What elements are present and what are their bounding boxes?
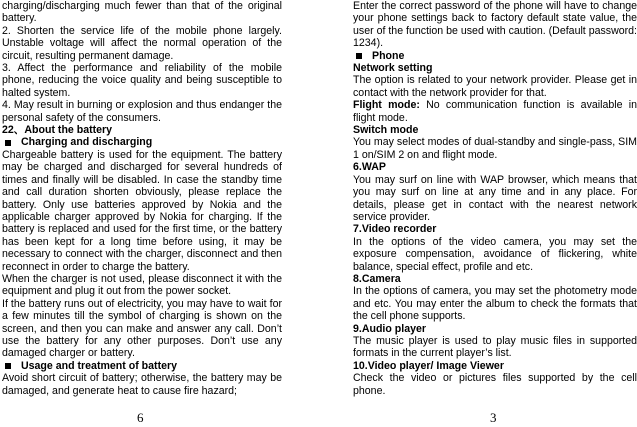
password-paragraph: Enter the correct password of the phone will have to change your phone settings back to factory default state value, the user of the function be used with caution. (Default password: 1234). xyxy=(353,0,637,50)
left-page-number: 6 xyxy=(137,410,144,425)
square-bullet-icon xyxy=(5,363,11,369)
bullet-heading-usage-label: Usage and treatment of battery xyxy=(21,359,177,372)
wap-text: You may surf on line with WAP browser, which means that you may surf on line at any time and in any place. For details, please get in contact with the nearest network service provider. xyxy=(353,173,637,223)
charger-disconnect-paragraph: When the charger is not used, please disconnect it with the equipment and plug it out from the power socket. xyxy=(2,272,282,298)
left-page-column xyxy=(2,0,282,397)
battery-runs-out-paragraph: If the battery runs out of electricity, you may have to wait for a few minutes till the symbol of charging is shown on the screen, and then you can make and answer any call. Don’t use the battery for any other purposes. Don’t use any damaged charger or battery. xyxy=(2,297,282,360)
audio-player-heading: 9.Audio player xyxy=(353,322,426,335)
video-recorder-heading: 7.Video recorder xyxy=(353,223,437,236)
bullet-heading-phone xyxy=(353,50,637,62)
bullet-heading-usage xyxy=(2,360,282,372)
flight-mode-paragraph xyxy=(353,99,637,124)
audio-player-text: The music player is used to play music files in supported formats in the current player’s list. xyxy=(353,334,637,360)
square-bullet-icon xyxy=(356,53,362,59)
network-setting-heading: Network setting xyxy=(353,62,433,75)
charging-paragraph: Chargeable battery is used for the equipment. The battery may be charged and discharged for several hundreds of times and finally will be disabled. In case the standby time and call duration shorten obviously, please replace the battery. Only use batteries approved by Nokia and the applicable charger approved by Nokia for charging. If the battery is replaced and used for the first time, or the battery has been kept for a long time before using, it may be necessary to connect with the charger, disconnect and then reconnect in order to charge the battery. xyxy=(2,148,282,273)
bullet-heading-charging xyxy=(2,136,282,148)
flight-mode-label: Flight mode: xyxy=(353,99,420,112)
square-bullet-icon xyxy=(5,140,11,146)
camera-heading: 8.Camera xyxy=(353,272,401,285)
battery-warning-paragraph-2: 2. Shorten the service life of the mobile phone largely. Unstable voltage will affect the normal operation of the circuit, resulting permanent damage. xyxy=(2,24,282,62)
short-circuit-paragraph: Avoid short circuit of battery; otherwise, the battery may be damaged, and generate heat to cause fire hazard; xyxy=(2,372,282,397)
video-player-heading: 10.Video player/ Image Viewer xyxy=(353,359,504,372)
network-setting-text: The option is related to your network provider. Please get in contact with the network provider for that. xyxy=(353,74,637,99)
wap-heading: 6.WAP xyxy=(353,161,386,174)
camera-text: In the options of camera, you may set the photometry mode and etc. You may enter the album to check the formats that the cell phone supports. xyxy=(353,285,637,323)
switch-mode-text: You may select modes of dual-standby and single-pass, SIM 1 on/SIM 2 on and flight mode. xyxy=(353,136,637,161)
battery-warning-paragraph-4: 4. May result in burning or explosion and thus endanger the personal safety of the consumers. xyxy=(2,99,282,124)
bullet-heading-charging-label: Charging and discharging xyxy=(21,136,153,149)
section-heading-about-battery: 22、About the battery xyxy=(2,124,113,137)
video-recorder-text: In the options of the video camera, you may set the exposure compensation, avoidance of flickering, white balance, special effect, profile and etc. xyxy=(353,235,637,273)
battery-warning-paragraph-3: 3. Affect the performance and reliability of the mobile phone, reducing the voice quality and being susceptible to halted system. xyxy=(2,62,282,99)
bullet-heading-phone-label: Phone xyxy=(372,49,405,62)
flight-mode-text: No communication function is available in flight mode. xyxy=(353,99,637,124)
switch-mode-heading: Switch mode xyxy=(353,124,419,137)
video-player-text: Check the video or pictures files supported by the cell phone. xyxy=(353,372,637,397)
right-page-number: 3 xyxy=(490,410,497,425)
battery-warning-paragraph-1: charging/discharging much fewer than that of the original battery. xyxy=(2,0,282,25)
right-page-column xyxy=(353,0,637,397)
